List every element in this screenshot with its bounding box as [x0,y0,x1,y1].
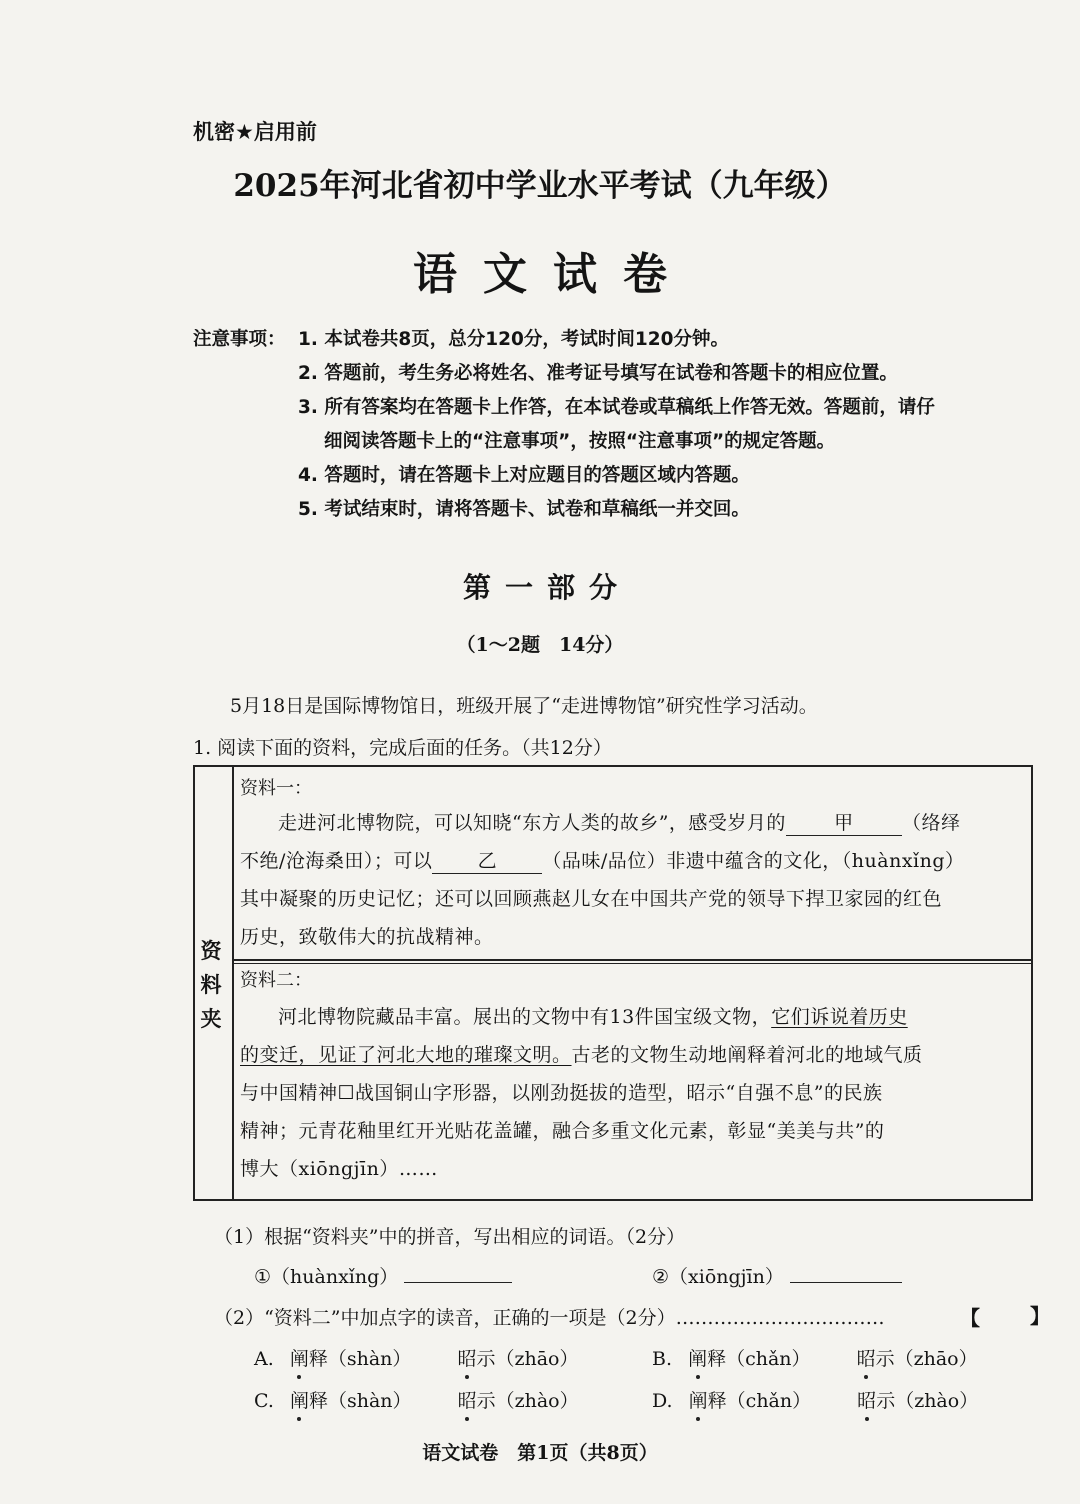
material-1-label: 资料一： [240,778,312,799]
material-2-line-5: 博大（xiōngjīn）…… [240,1158,438,1180]
part-title: 第一部分 [462,571,631,604]
material-2-line-3: 与中国精神☐战国铜山字形器，以刚劲挺拔的造型，昭示“自强不息”的民族 [240,1082,883,1104]
folder-vertical-divider [232,767,234,1199]
blank-jia: 甲 [786,808,902,836]
material-2-line-2: 的变迁，见证了河北大地的璀璨文明。古老的文物生动地阐释着河北的地域气质 [240,1044,923,1066]
sub-question-2-stem: （2）“资料二”中加点字的读音，正确的一项是（2分）…………………………… [214,1307,885,1329]
material-1-line-1: 走进河北博物院，可以知晓“东方人类的故乡”，感受岁月的 甲 （络绎 [278,808,960,836]
underlined-sentence-part-2: 的变迁，见证了河北大地的璀璨文明。 [240,1044,572,1066]
notice-item-1: 1. 本试卷共8页，总分120分，考试时间120分钟。 [298,329,729,350]
answer-blank-1 [404,1262,512,1283]
notice-item-2: 2. 答题前，考生务必将姓名、准考证号填写在试卷和答题卡的相应位置。 [298,363,898,384]
answer-blank-2 [790,1262,902,1283]
option-b: B. 阐释（chǎn） 昭示（zhāo） [652,1348,978,1370]
question-1-stem: 1. 阅读下面的资料，完成后面的任务。（共12分） [193,737,612,759]
material-1-line-2: 不绝/沧海桑田）；可以 乙 （品味/品位）非遗中蕴含的文化，（huànxǐng） [240,846,965,874]
folder-label-char-3: 夹 [200,1006,222,1031]
folder-label-char-2: 料 [200,972,222,997]
exam-title: 2025年河北省初中学业水平考试（九年级） [233,168,847,204]
notice-item-5: 5. 考试结束时，请将答题卡、试卷和草稿纸一并交回。 [298,499,750,520]
material-2-line-4: 精神；元青花釉里红开光贴花盖罐，融合多重文化元素，彰显“美美与共”的 [240,1120,885,1142]
material-2-line-1: 河北博物院藏品丰富。展出的文物中有13件国宝级文物，它们诉说着历史 [278,1006,908,1028]
notice-label: 注意事项： [193,329,286,350]
sub-question-1-stem: （1）根据“资料夹”中的拼音，写出相应的词语。（2分） [214,1226,686,1248]
intro-text: 5月18日是国际博物馆日，班级开展了“走进博物馆”研究性学习活动。 [230,695,818,717]
part-subtitle: （1～2题 14分） [456,634,624,656]
notice-item-3-cont: 细阅读答题卡上的“注意事项”，按照“注意事项”的规定答题。 [324,431,836,452]
answer-bracket-left: 【 [960,1306,980,1330]
blank-yi: 乙 [432,846,542,874]
underlined-sentence-part-1: 它们诉说着历史 [771,1006,908,1028]
material-1-line-4: 历史，致敬伟大的抗战精神。 [240,926,494,948]
material-divider [232,959,1031,961]
folder-label-char-1: 资 [200,938,222,963]
option-a: A. 阐释（shàn） 昭示（zhāo） [254,1348,579,1370]
sub-question-1-item-2: ②（xiōngjīn） [652,1262,902,1289]
page-footer: 语文试卷 第1页（共8页） [422,1442,658,1464]
confidential-label: 机密★启用前 [193,120,317,144]
answer-bracket-right: 】 [1030,1304,1050,1328]
option-c: C. 阐释（shàn） 昭示（zhào） [254,1390,579,1412]
subject-title: 语文试卷 [413,249,693,300]
notice-item-3: 3. 所有答案均在答题卡上作答，在本试卷或草稿纸上作答无效。答题前，请仔 [298,397,935,418]
material-1-line-3: 其中凝聚的历史记忆；还可以回顾燕赵儿女在中国共产党的领导下捍卫家园的红色 [240,888,943,910]
notice-item-4: 4. 答题时，请在答题卡上对应题目的答题区域内答题。 [298,465,750,486]
material-2-label: 资料二： [240,970,312,991]
sub-question-1-item-1: ①（huànxǐng） [254,1262,512,1289]
option-d: D. 阐释（chǎn） 昭示（zhào） [652,1390,979,1412]
material-divider-double [232,963,1031,964]
